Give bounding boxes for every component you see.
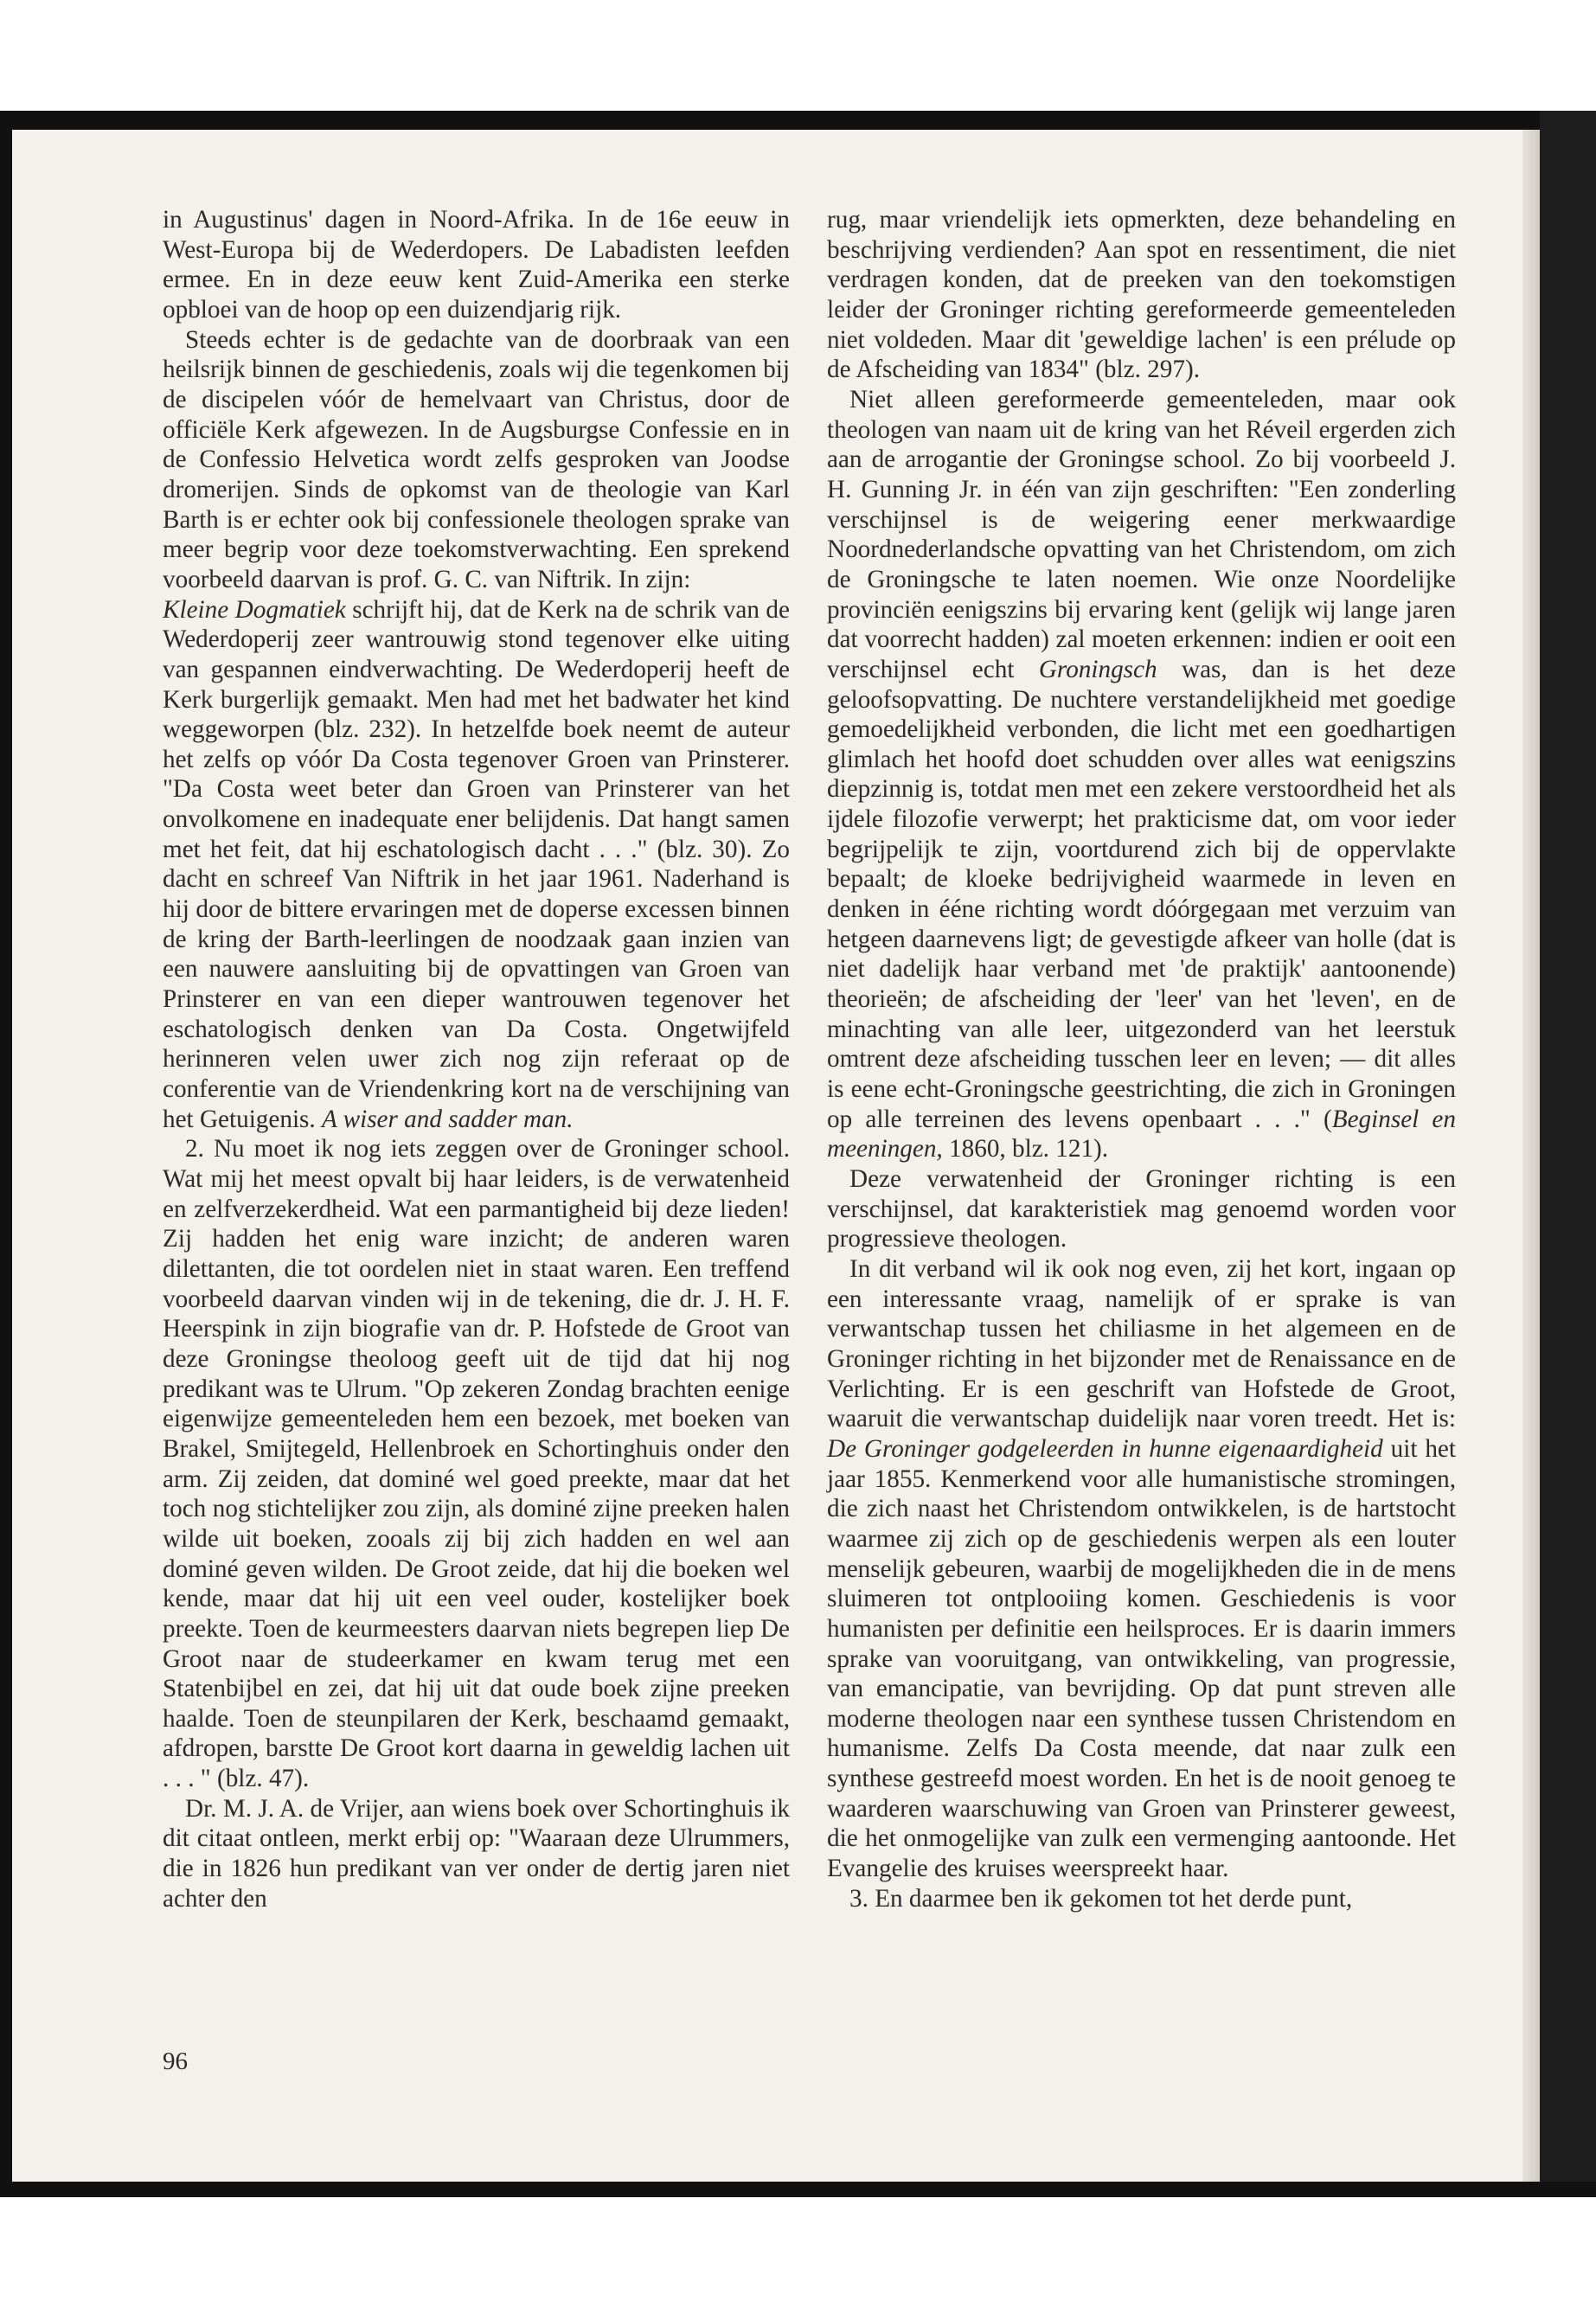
left-text-column	[163, 205, 790, 1913]
scan-left-border	[0, 111, 12, 2197]
scan-right-border	[1540, 111, 1596, 2197]
paragraph: in Augustinus' dagen in Noord-Afrika. In de 16e eeuw in West-Europa bij de Wederdopers. De Labadisten leefden ermee. En in deze eeuw kent Zuid-Amerika een sterke opbloei van de hoop op een duizendjarig rijk.	[163, 206, 790, 324]
scan-top-border	[0, 111, 1596, 130]
scan-bottom-border	[0, 2182, 1596, 2197]
page-gutter	[1522, 130, 1542, 2182]
paragraph: Niet alleen gereformeerde gemeenteleden, maar ook theologen van naam uit de kring van het Réveil ergerden zich aan de arrogantie der Groningse school. Zo bij voorbeeld J. H. Gunning Jr. in één van zijn geschriften: "Een zonderling verschijnsel is de weigering eener merkwaardige Noordnederlandsche opvatting van het Christendom, om zich de Groningsche te laten noemen. Wie onze Noordelijke provinciën eenigszins bij ervaring kent (gelijk wij lange jaren dat voorrecht hadden) zal moeten erkennen: indien er ooit een verschijnsel echt Groningsch was, dan is het deze geloofsopvatting. De nuchtere verstandelijkheid met goedige gemoedelijkheid verbonden, die licht met een goedhartigen glimlach het hoofd doet schudden over alles wat eenigszins diepzinnig is, totdat men met een zekere verstoordheid het als ijdele filozofie verwerpt; het prakticisme dat, om voor ieder begrijpelijk te zijn, voortdurend zich bij de oppervlakte bepaalt; de kloeke bedrijvigheid waarmede in leven en denken in ééne richting wordt dóórgegaan met verzuim van hetgeen daarnevens ligt; de gevestigde afkeer van holle (dat is niet dadelijk haar verband met 'de praktijk' aantoonende) theorieën; de afscheiding der 'leer' van het 'leven', en de minachting van alle leer, uitgezonderd van het leerstuk omtrent deze afscheiding tusschen leer en leven; — dit alles is eene echt-Groningsche geestrichting, die zich in Groningen op alle terreinen des levens openbaart . . ." (Beginsel en meeningen, 1860, blz. 121).	[827, 385, 1457, 1163]
paragraph: Dr. M. J. A. de Vrijer, aan wiens boek over Schortinghuis ik dit citaat ontleen, merkt erbij op: "Waaraan deze Ulrummers, die in 1826 hun predikant van ver onder de dertig jaren niet achter den	[163, 1794, 790, 1913]
paragraph: Deze verwatenheid der Groninger richting is een verschijnsel, dat karakteristiek mag genoemd worden voor progressieve theologen.	[827, 1165, 1456, 1253]
paragraph: rug, maar vriendelijk iets opmerkten, deze behandeling en beschrijving verdienden? Aan spot en ressentiment, die niet verdragen konden, dat de preeken van den toekomstigen leider der Groninger richting gereformeerde gemeenteleden niet voldeden. Maar dit 'geweldige lachen' is een prélude op de Afscheiding van 1834" (blz. 297).	[827, 206, 1456, 384]
paragraph: Steeds echter is de gedachte van de doorbraak van een heilsrijk binnen de geschiedenis, zoals wij die tegenkomen bij de discipelen vóór de hemelvaart van Christus, door de officiële Kerk afgewezen. In de Augsburgse Confessie en in de Confessio Helvetica wordt zelfs gesproken van Joodse dromerijen. Sinds de opkomst van de theologie van Karl Barth is er echter ook bij confessionele theologen sprake van meer begrip voor deze toekomstverwachting. Een sprekend voorbeeld daarvan is prof. G. C. van Niftrik. In zijn:	[163, 325, 790, 593]
paragraph: In dit verband wil ik ook nog even, zij het kort, ingaan op een interessante vraag, namelijk of er sprake is van verwantschap tussen het chiliasme in het algemeen en de Groninger richting in het bijzonder met de Renaissance en de Verlichting. Er is een geschrift van Hofstede de Groot, waaruit die verwantschap duidelijk naar voren treedt. Het is: De Groninger godgeleerden in hunne eigenaardigheid uit het jaar 1855. Kenmerkend voor alle humanistische stromingen, die zich naast het Christendom ontwikkelen, is de hartstocht waarmee zij zich op de geschiedenis werpen als een louter menselijk gebeuren, waarbij de mogelijkheden die in de mens sluimeren tot ontplooiing komen. Geschiedenis is voor humanisten per definitie een heilsproces. Er is daarin immers sprake van vooruitgang, van ontwikkeling, van progressie, van emancipatie, van bevrijding. Op dat punt streven alle moderne theologen naar een synthese tussen Christendom en humanisme. Zelfs Da Costa meende, dat naar zulk een synthese gestreefd moest worden. En het is de nooit genoeg te waarderen waarschuwing van Groen van Prinsterer geweest, die het onmogelijke van zulk een vermenging aantoonde. Het Evangelie des kruises weerspreekt haar.	[827, 1254, 1456, 1883]
page-number: 96	[163, 2048, 188, 2075]
paragraph: Kleine Dogmatiek schrijft hij, dat de Kerk na de schrik van de Wederdoperij zeer wantrouwig stond tegenover elke uiting van gespannen eindverwachting. De Wederdoperij heeft de Kerk burgerlijk gemaakt. Men had met het badwater het kind weggeworpen (blz. 232). In hetzelfde boek neemt de auteur het zelfs op vóór Da Costa tegenover Groen van Prinsterer. "Da Costa weet beter dan Groen van Prinsterer van het onvolkomene en inadequate ener belijdenis. Dat hangt samen met het feit, dat hij eschatologisch dacht . . ." (blz. 30). Zo dacht en schreef Van Niftrik in het jaar 1961. Naderhand is hij door de bittere ervaringen met de doperse excessen binnen de kring der Barth-leerlingen de noodzaak gaan inzien van een nauwere aansluiting bij de opvattingen van Groen van Prinsterer en van een dieper wantrouwen tegenover het eschatologisch denken van Da Costa. Ongetwijfeld herinneren velen uwer zich nog zijn referaat op de conferentie van de Vriendenkring kort na de verschijning van het Getuigenis. A wiser and sadder man.	[163, 595, 790, 1133]
paragraph: 2. Nu moet ik nog iets zeggen over de Groninger school. Wat mij het meest opvalt bij haar leiders, is de verwatenheid en zelfverzekerdheid. Wat een parmantigheid bij deze lieden! Zij hadden het enig ware inzicht; de anderen waren dilettanten, die tot oordelen niet in staat waren. Een treffend voorbeeld daarvan vinden wij in de tekening, die dr. J. H. F. Heerspink in zijn biografie van dr. P. Hofstede de Groot van deze Groningse theoloog geeft uit de tijd dat hij nog predikant was te Ulrum. "Op zekeren Zondag brachten eenige eigenwijze gemeenteleden hem een bezoek, met boeken van Brakel, Smijtegeld, Hellenbroek en Schortinghuis onder den arm. Zij zeiden, dat dominé wel goed preekte, maar dat het toch nog stichtelijker zou zijn, als dominé zijne preeken halen wilde uit boeken, zooals zij bij zich hadden en wel aan dominé geven wilden. De Groot zeide, dat hij die boeken wel kende, maar dat hij uit een veel ouder, kostelijker boek preekte. Toen de keurmeesters daarvan niets begrepen liep De Groot naar de studeerkamer en kwam terug met een Statenbijbel en zei, dat hij uit dat oude boek zijne preeken haalde. Toen de steunpilaren der Kerk, beschaamd gemaakt, afdropen, barstte De Groot kort daarna in geweldig lachen uit . . . " (blz. 47).	[163, 1135, 790, 1793]
right-text-column	[827, 205, 1456, 1913]
paragraph: 3. En daarmee ben ik gekomen tot het derde punt,	[849, 1884, 1353, 1913]
